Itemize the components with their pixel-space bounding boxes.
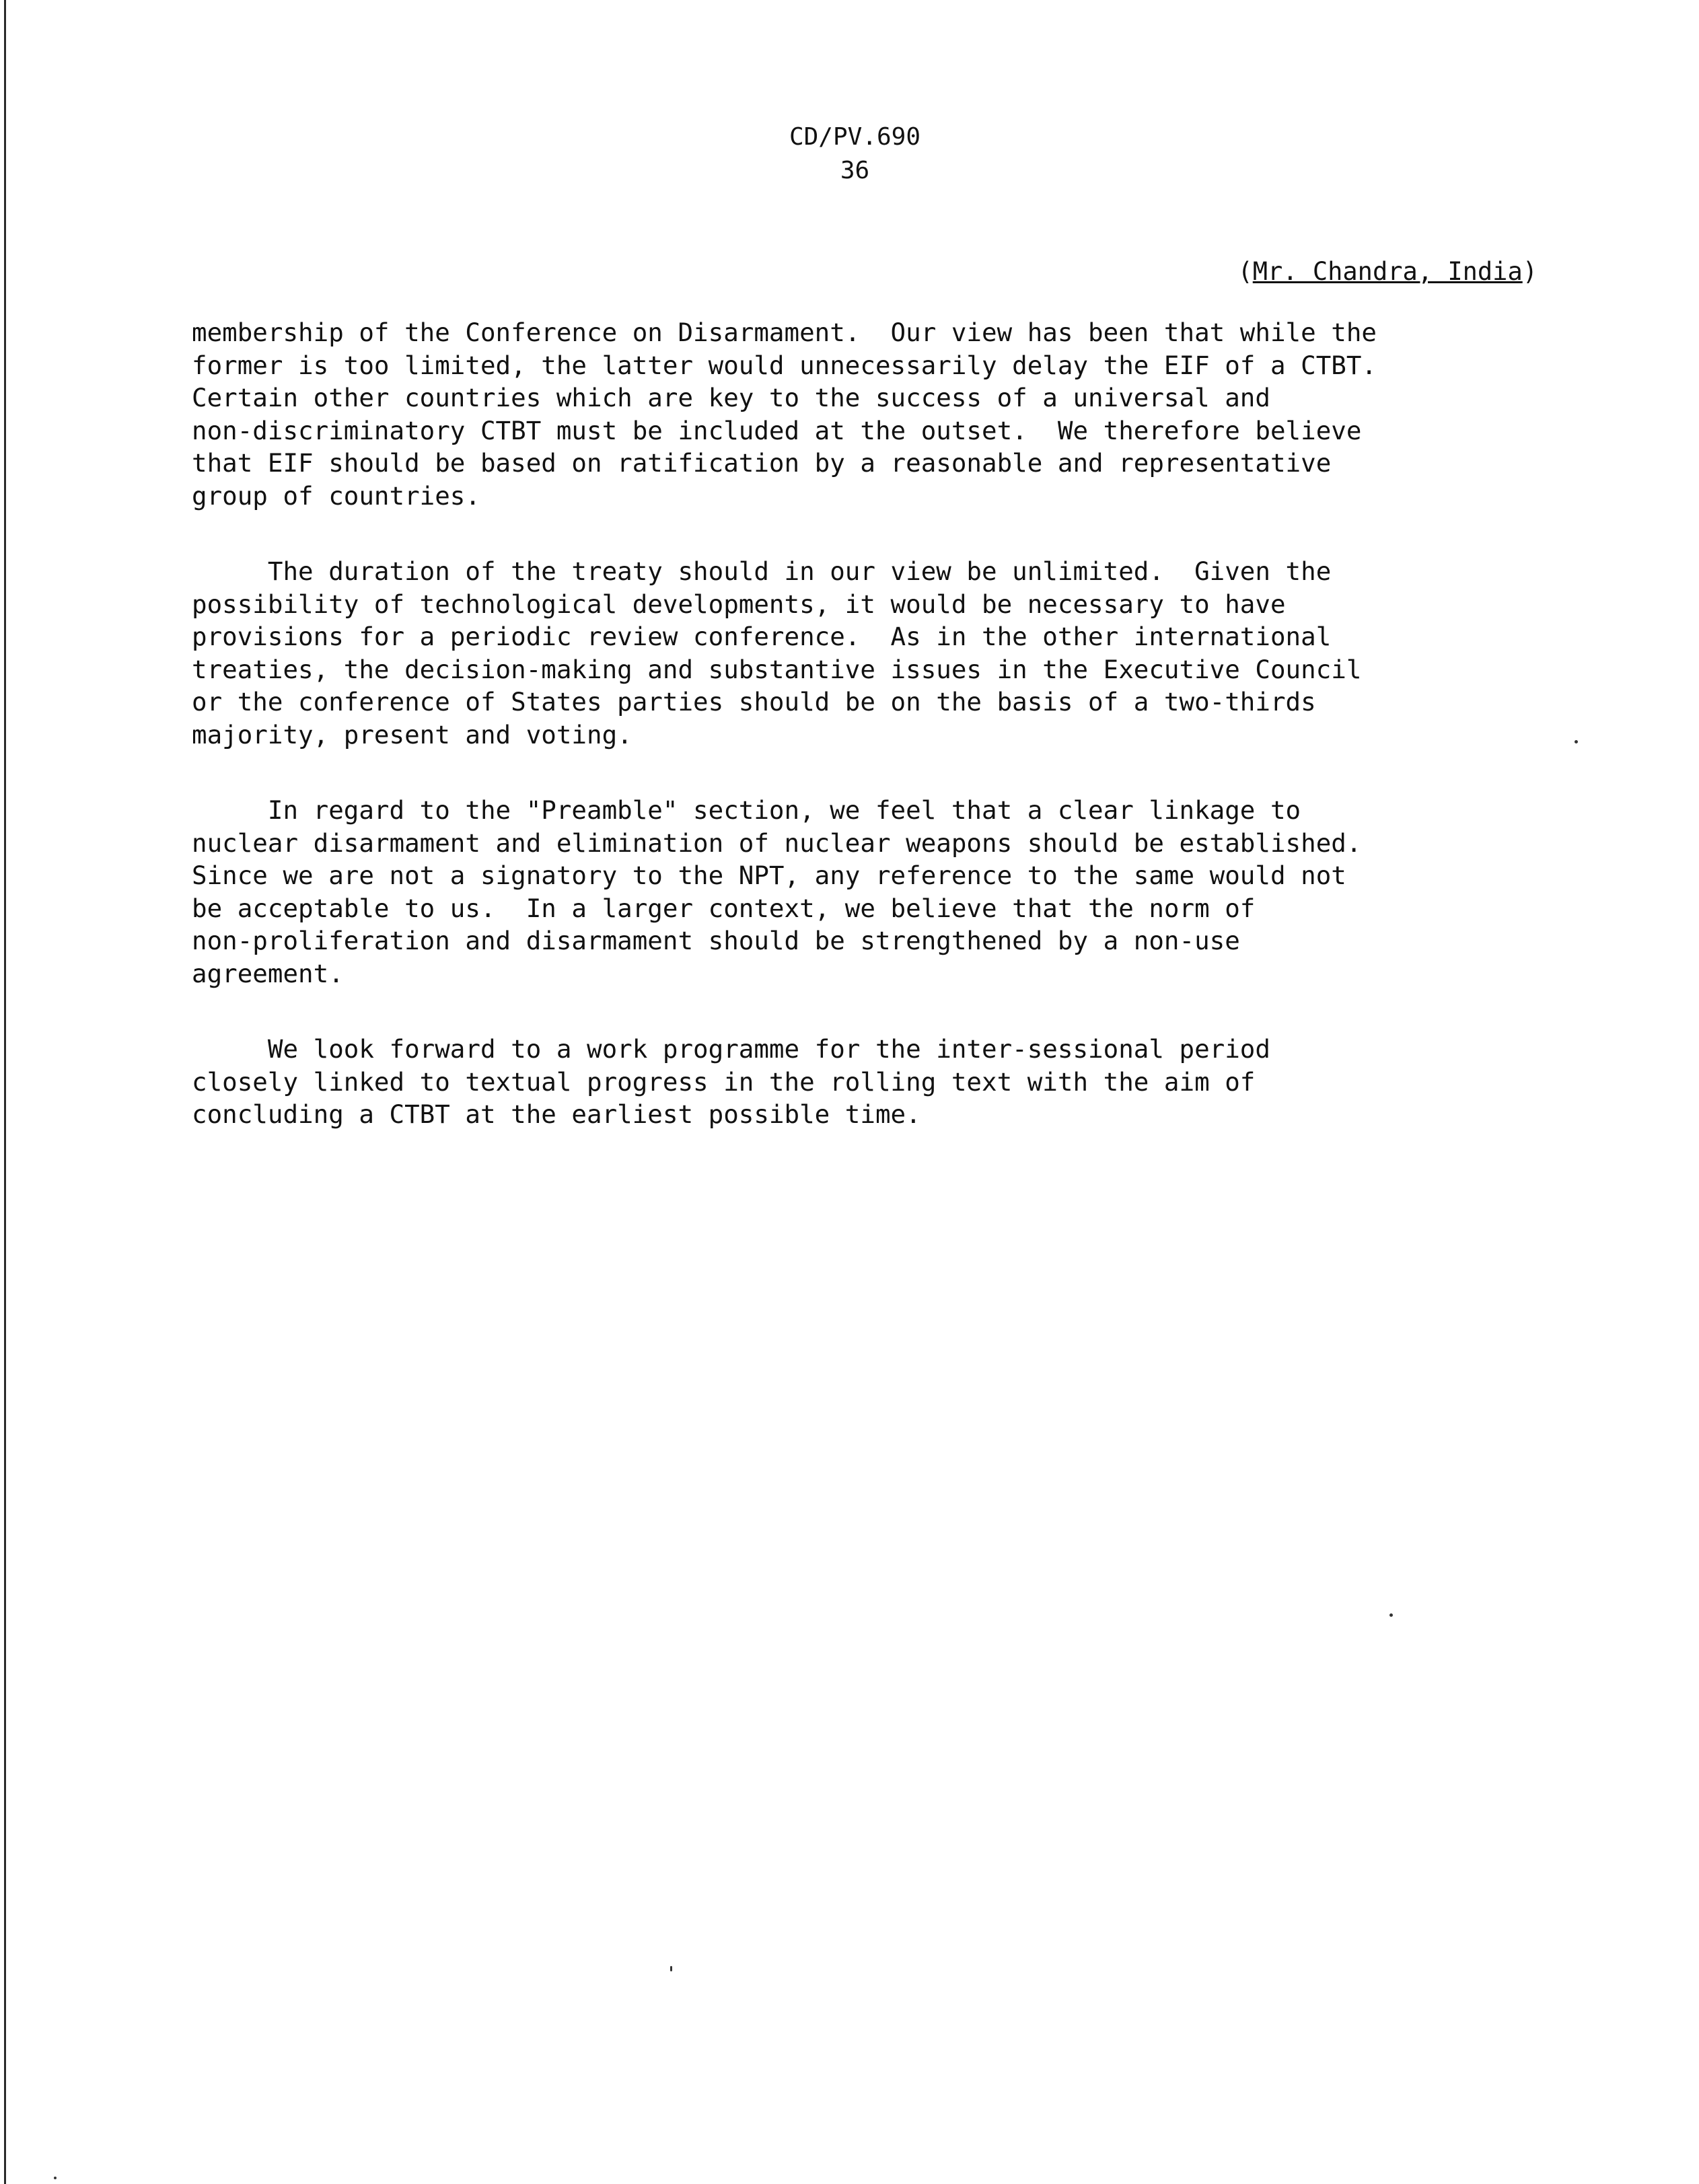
document-symbol: CD/PV.690 <box>789 123 921 151</box>
text-line: possibility of technological developments, it would be necessary to have <box>192 589 1286 619</box>
text-line: or the conference of States parties should be on the basis of a two-thirds <box>192 687 1316 717</box>
text-line: Certain other countries which are key to the success of a universal and <box>192 383 1270 412</box>
text-line: concluding a CTBT at the earliest possible time. <box>192 1099 921 1129</box>
text-line: membership of the Conference on Disarmament. Our view has been that while the <box>192 318 1377 347</box>
scan-speck <box>1389 1613 1393 1617</box>
text-line: group of countries. <box>192 480 480 511</box>
paragraph-1 <box>192 316 1544 512</box>
text-line: be acceptable to us. In a larger context, we believe that the norm of <box>192 893 1256 923</box>
text-line: We look forward to a work programme for the inter-sessional period <box>192 1034 1270 1064</box>
text-line: treaties, the decision-making and substantive issues in the Executive Council <box>192 654 1362 684</box>
text-line: nuclear disarmament and elimination of nuclear weapons should be established. <box>192 828 1362 858</box>
paragraph-2 <box>192 555 1544 751</box>
speaker-name: Mr. Chandra, India <box>1252 257 1523 286</box>
scan-edge <box>4 0 6 2184</box>
text-line: that EIF should be based on ratification by a reasonable and representative <box>192 448 1332 478</box>
speaker-close-paren: ) <box>1522 257 1538 286</box>
text-line: majority, present and voting. <box>192 719 632 750</box>
scan-speck <box>1575 740 1578 743</box>
scan-speck <box>670 1966 672 1971</box>
page-number: 36 <box>840 157 870 184</box>
text-line: closely linked to textual progress in the rolling text with the aim of <box>192 1066 1256 1097</box>
text-line: In regard to the "Preamble" section, we feel that a clear linkage to <box>192 795 1301 825</box>
text-line: non-proliferation and disarmament should be strengthened by a non-use <box>192 926 1240 955</box>
scan-speck <box>54 2177 57 2179</box>
paragraph-4 <box>192 1033 1544 1131</box>
text-line: former is too limited, the latter would unnecessarily delay the EIF of a CTBT. <box>192 350 1377 380</box>
speaker-open-paren: ( <box>1237 257 1253 286</box>
text-line: The duration of the treaty should in our view be unlimited. Given the <box>192 556 1332 586</box>
speaker-attribution <box>1237 256 1538 288</box>
text-line: provisions for a periodic review conference. As in the other international <box>192 622 1332 651</box>
text-line: non-discriminatory CTBT must be included at the outset. We therefore believe <box>192 415 1362 445</box>
text-line: agreement. <box>192 958 344 988</box>
text-line: Since we are not a signatory to the NPT, any reference to the same would not <box>192 861 1346 890</box>
paragraph-3 <box>192 794 1544 990</box>
